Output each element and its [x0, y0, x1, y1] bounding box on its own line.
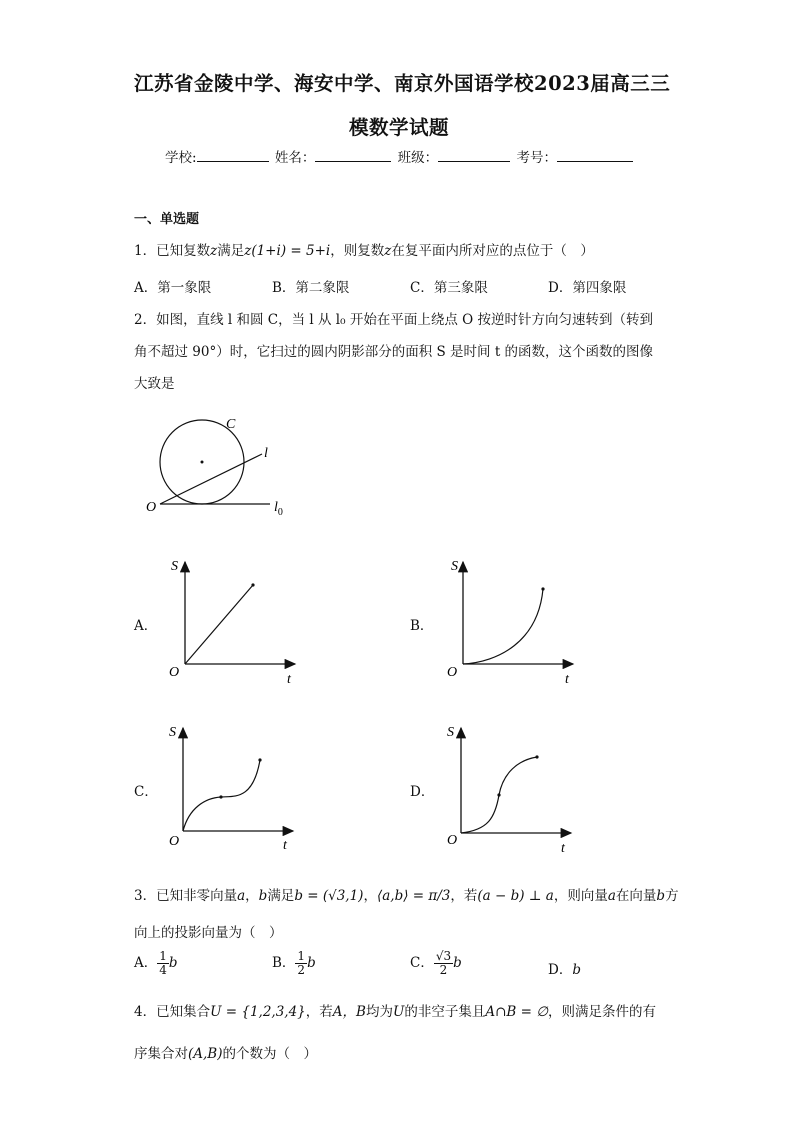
axis-s-label: S [451, 559, 458, 574]
q2-graph-b [443, 552, 578, 687]
graph-a-curve [185, 585, 253, 664]
q2-circle-figure [140, 405, 300, 520]
q3-stem-line2: 向上的投影向量为（ ） [134, 925, 283, 941]
q2-graph-c [165, 718, 300, 853]
q4-stem-line1: 4．已知集合U = {1,2,3,4}，若A，B均为U的非空子集且A∩B = ∅，则满足条件的有 [134, 1004, 656, 1020]
axis-s-label: S [169, 725, 176, 740]
q3-option-a: A． $\frac{1}{4}$ b [134, 949, 178, 977]
axis-o-label: O [169, 834, 180, 849]
axis-t-label: t [287, 672, 291, 687]
q3-option-c: C． $\frac{√3}{2}$ b [410, 949, 462, 977]
axis-o-label: O [447, 665, 458, 680]
field-id-blank[interactable] [557, 148, 633, 162]
field-class-blank[interactable] [438, 148, 510, 162]
q1-option-a: A．第一象限 [134, 280, 212, 296]
graph-b-curve [463, 589, 543, 664]
field-class-label: 班级： [397, 150, 439, 166]
q2-stem-line1: 2．如图，直线 l 和圆 C，当 l 从 l₀ 开始在平面上绕点 O 按逆时针方向匀速转到（转到 [134, 312, 653, 328]
q2-option-c-label: C． [134, 784, 158, 800]
q2-option-b-label: B． [410, 618, 434, 634]
q2-stem-line2: 角不超过 90°）时，它扫过的圆内阴影部分的面积 S 是时间 t 的函数，这个函数的图像 [134, 344, 654, 360]
field-school-blank[interactable] [197, 148, 269, 162]
field-name-label: 姓名： [274, 150, 316, 166]
field-school-label: 学校: [165, 150, 197, 166]
section-title: 一、单选题 [134, 212, 200, 227]
axis-o-label: O [169, 665, 180, 680]
student-info-fields [165, 146, 635, 166]
paper-title-line2: 模数学试题 [349, 116, 450, 139]
q1-option-b: B．第二象限 [272, 280, 350, 296]
q1-option-c: C．第三象限 [410, 280, 488, 296]
line-l [160, 454, 262, 504]
q2-option-a-label: A． [134, 618, 158, 634]
q2-option-d-label: D． [410, 784, 435, 800]
label-l0: $l_0$ [274, 500, 283, 518]
label-o: O [146, 500, 157, 515]
q2-graph-a [165, 552, 300, 687]
field-name-blank[interactable] [315, 148, 391, 162]
axis-s-label: S [447, 725, 454, 740]
q4-stem-line2: 序集合对(A,B)的个数为（ ） [134, 1046, 317, 1062]
field-id-label: 考号： [516, 150, 557, 166]
q3-stem-line1: 3．已知非零向量a，b满足b = (√3,1)，⟨a,b⟩ = π/3，若(a − b) ⊥ a，则向量a在向量b方 [134, 888, 679, 904]
label-l: l [264, 446, 268, 461]
paper-title-line1: 江苏省金陵中学、海安中学、南京外国语学校2023届高三三 [134, 72, 671, 95]
q3-option-d: D．b [548, 962, 581, 978]
label-c: C [226, 417, 236, 432]
q2-stem-line3: 大致是 [134, 376, 175, 392]
q3-option-b: B． $\frac{1}{2}$ b [272, 949, 316, 977]
q2-graph-d [443, 718, 578, 853]
axis-s-label: S [171, 559, 178, 574]
axis-t-label: t [283, 838, 287, 853]
axis-t-label: t [565, 672, 569, 687]
circle-center-dot [201, 461, 204, 464]
axis-o-label: O [447, 833, 458, 848]
axis-t-label: t [561, 841, 565, 853]
q1-stem: 1．已知复数z满足z(1+i) = 5+i，则复数z在复平面内所对应的点位于（ ） [134, 243, 594, 259]
q1-option-d: D．第四象限 [548, 280, 627, 296]
